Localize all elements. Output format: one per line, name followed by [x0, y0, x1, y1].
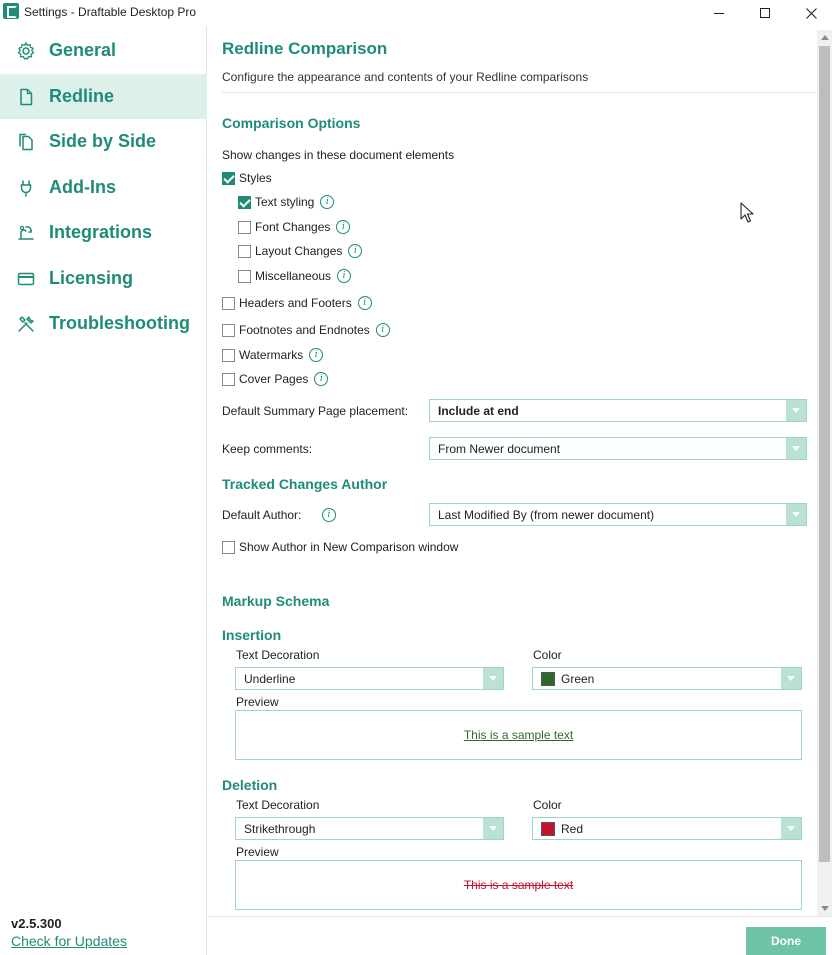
- sidebar-item-troubleshooting[interactable]: [0, 301, 207, 346]
- font-changes-label: Font Changes: [255, 220, 331, 234]
- done-button[interactable]: Done: [746, 927, 826, 955]
- checkbox-box[interactable]: [222, 349, 235, 362]
- gear-icon: [16, 41, 36, 61]
- maximize-icon: [760, 8, 770, 18]
- headers-footers-checkbox[interactable]: [222, 296, 372, 310]
- checkbox-box[interactable]: [222, 172, 235, 185]
- deletion-text-decoration-value: Strikethrough: [244, 821, 316, 836]
- sidebar-item-label: Integrations: [49, 222, 153, 242]
- checkbox-box[interactable]: [222, 297, 235, 310]
- insertion-text-decoration-label: Text Decoration: [236, 648, 320, 662]
- scrollbar-thumb[interactable]: [819, 46, 830, 862]
- checkbox-box[interactable]: [222, 373, 235, 386]
- sidebar-item-label: Troubleshooting: [49, 313, 190, 333]
- keep-comments-label: Keep comments:: [222, 442, 313, 456]
- draftable-app-icon: [3, 3, 19, 19]
- headers-footers-label: Headers and Footers: [239, 296, 352, 310]
- default-author-value: Last Modified By (from newer document): [438, 507, 655, 522]
- layout-changes-label: Layout Changes: [255, 244, 343, 258]
- minimize-button[interactable]: [696, 0, 742, 26]
- chevron-down-icon[interactable]: [781, 668, 801, 689]
- main-panel: [208, 26, 832, 916]
- summary-placement-select[interactable]: [429, 399, 807, 422]
- checkbox-box[interactable]: [238, 270, 251, 283]
- default-author-label: Default Author:: [222, 508, 302, 522]
- comparison-options-heading: Comparison Options: [222, 115, 361, 131]
- green-swatch: [541, 672, 555, 686]
- sidebar-item-redline[interactable]: [0, 74, 207, 119]
- deletion-text-decoration-label: Text Decoration: [236, 798, 320, 812]
- sidebar-item-label: Licensing: [49, 268, 134, 288]
- layout-changes-checkbox[interactable]: [238, 244, 362, 258]
- footnotes-endnotes-label: Footnotes and Endnotes: [239, 323, 370, 337]
- deletion-preview-label: Preview: [236, 845, 279, 859]
- text-styling-label: Text styling: [255, 195, 315, 209]
- close-button[interactable]: [788, 0, 832, 26]
- sidebar-item-label: Side by Side: [49, 131, 157, 151]
- font-changes-checkbox[interactable]: [238, 220, 350, 234]
- tracked-changes-heading: Tracked Changes Author: [222, 476, 388, 492]
- checkbox-box[interactable]: [238, 221, 251, 234]
- checkbox-box[interactable]: [238, 196, 251, 209]
- sidebar-item-licensing[interactable]: [0, 256, 207, 301]
- plug-icon: [16, 178, 36, 198]
- chevron-down-icon[interactable]: [786, 504, 806, 525]
- text-styling-checkbox[interactable]: [238, 195, 334, 209]
- title-bar: [0, 0, 832, 26]
- deletion-text-decoration-select[interactable]: [235, 817, 504, 840]
- keep-comments-value: From Newer document: [438, 441, 561, 456]
- window-title: Settings - Draftable Desktop Pro: [24, 5, 197, 19]
- insertion-text-decoration-value: Underline: [244, 671, 296, 686]
- deletion-heading: Deletion: [222, 777, 278, 793]
- watermarks-label: Watermarks: [239, 348, 304, 362]
- insertion-color-value: Green: [561, 671, 595, 686]
- minimize-icon: [714, 13, 724, 14]
- watermarks-checkbox[interactable]: [222, 348, 323, 362]
- deletion-color-value: Red: [561, 821, 584, 836]
- vertical-scrollbar[interactable]: [817, 30, 832, 916]
- checkbox-box[interactable]: [238, 245, 251, 258]
- maximize-button[interactable]: [742, 0, 788, 26]
- scroll-up-icon[interactable]: [817, 30, 832, 44]
- insertion-heading: Insertion: [222, 627, 282, 643]
- checkbox-box[interactable]: [222, 324, 235, 337]
- chevron-down-icon[interactable]: [786, 438, 806, 459]
- insertion-color-label: Color: [533, 648, 562, 662]
- footer-bar: [208, 916, 832, 955]
- show-author-checkbox[interactable]: [222, 540, 458, 554]
- chevron-down-icon[interactable]: [781, 818, 801, 839]
- mouse-cursor-icon: [740, 202, 754, 224]
- markup-schema-heading: Markup Schema: [222, 593, 330, 609]
- close-icon: [806, 8, 817, 19]
- sidebar-item-add-ins[interactable]: [0, 165, 207, 210]
- documents-icon: [16, 132, 36, 152]
- footnotes-endnotes-checkbox[interactable]: [222, 323, 390, 337]
- styles-checkbox[interactable]: [222, 171, 272, 185]
- page-title: Redline Comparison: [222, 39, 388, 58]
- scroll-down-icon[interactable]: [817, 901, 832, 915]
- insertion-text-decoration-select[interactable]: [235, 667, 504, 690]
- sidebar-item-label: Add-Ins: [49, 177, 116, 197]
- info-icon[interactable]: i: [322, 508, 336, 522]
- chevron-down-icon[interactable]: [483, 818, 503, 839]
- keep-comments-select[interactable]: [429, 437, 807, 460]
- deletion-preview-box: [235, 860, 802, 910]
- insertion-color-select[interactable]: [532, 667, 802, 690]
- sidebar-item-side-by-side[interactable]: [0, 119, 207, 164]
- info-icon[interactable]: i: [309, 348, 323, 362]
- info-icon[interactable]: i: [320, 195, 334, 209]
- info-icon[interactable]: i: [337, 269, 351, 283]
- info-icon[interactable]: i: [358, 296, 372, 310]
- sidebar-item-label: General: [49, 40, 117, 60]
- check-for-updates-link[interactable]: Check for Updates: [11, 933, 127, 949]
- sidebar: [0, 26, 207, 955]
- info-icon[interactable]: i: [376, 323, 390, 337]
- deletion-preview-text: This is a sample text: [463, 878, 574, 892]
- info-icon[interactable]: i: [314, 372, 328, 386]
- deletion-color-select[interactable]: [532, 817, 802, 840]
- miscellaneous-checkbox[interactable]: [238, 269, 351, 283]
- checkbox-box[interactable]: [222, 541, 235, 554]
- red-swatch: [541, 822, 555, 836]
- default-author-select[interactable]: [429, 503, 807, 526]
- summary-placement-value: Include at end: [438, 403, 519, 418]
- version-label: v2.5.300: [11, 916, 62, 931]
- chevron-down-icon[interactable]: [786, 400, 806, 421]
- header-divider: [222, 92, 818, 93]
- cover-pages-checkbox[interactable]: [222, 372, 328, 386]
- show-changes-label: Show changes in these document elements: [222, 148, 455, 162]
- card-icon: [16, 269, 36, 289]
- chevron-down-icon[interactable]: [483, 668, 503, 689]
- page-subtitle: Configure the appearance and contents of your Redline comparisons: [222, 70, 589, 84]
- integrations-icon: [16, 223, 36, 243]
- sidebar-item-integrations[interactable]: [0, 210, 207, 255]
- summary-placement-label: Default Summary Page placement:: [222, 404, 409, 418]
- sidebar-item-general[interactable]: [0, 28, 207, 73]
- cover-pages-label: Cover Pages: [239, 372, 309, 386]
- sidebar-item-label: Redline: [49, 86, 115, 106]
- styles-label: Styles: [239, 171, 272, 185]
- info-icon[interactable]: i: [336, 220, 350, 234]
- insertion-preview-box: [235, 710, 802, 760]
- insertion-preview-text: This is a sample text: [463, 728, 574, 742]
- document-icon: [16, 87, 36, 107]
- show-author-label: Show Author in New Comparison window: [239, 540, 459, 554]
- deletion-color-label: Color: [533, 798, 562, 812]
- insertion-preview-label: Preview: [236, 695, 279, 709]
- miscellaneous-label: Miscellaneous: [255, 269, 332, 283]
- tools-icon: [16, 314, 36, 334]
- info-icon[interactable]: i: [348, 244, 362, 258]
